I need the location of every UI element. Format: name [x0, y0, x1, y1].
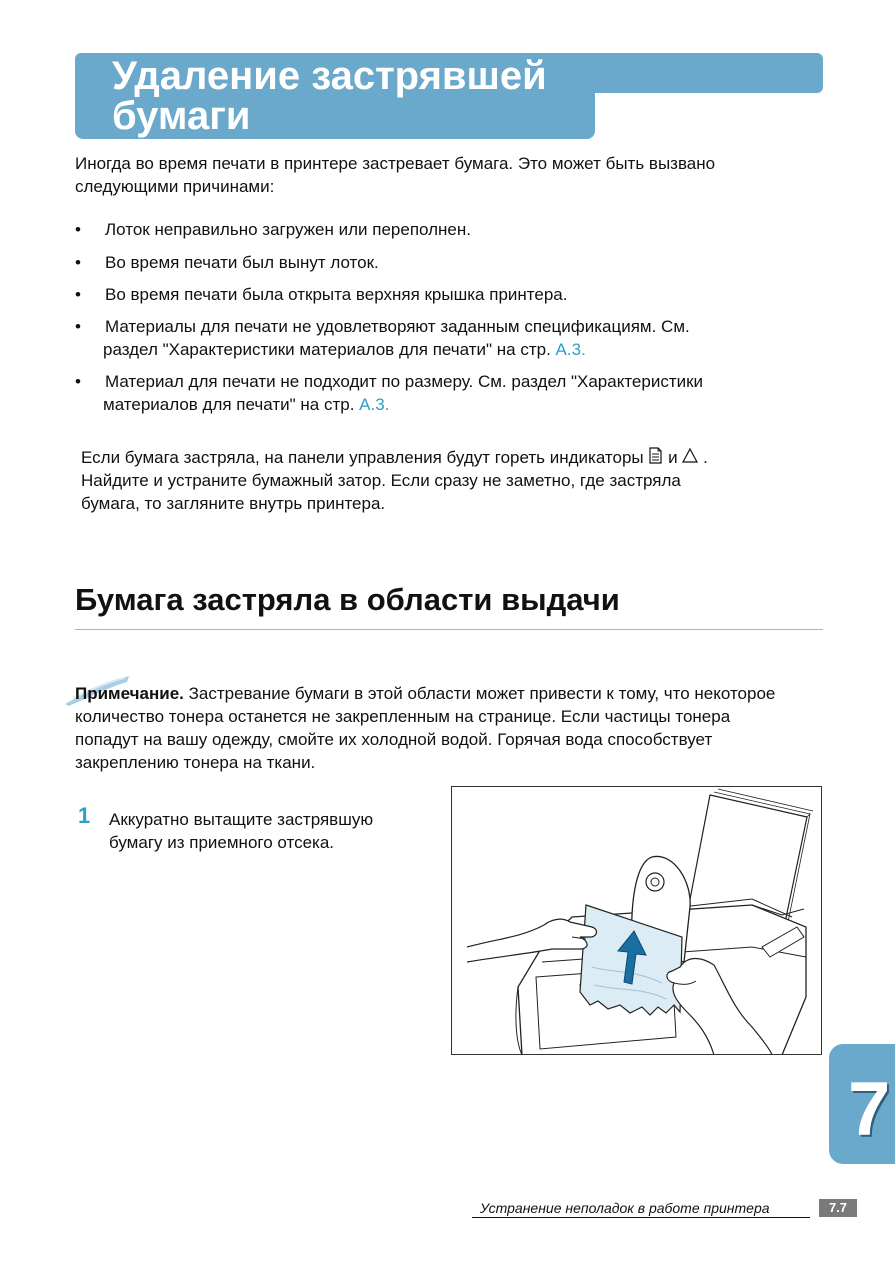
indicator-period: . [703, 448, 708, 467]
indicator-line2: Найдите и устраните бумажный затор. Если сразу не заметно, где застряла [81, 471, 681, 490]
paper-indicator-icon [648, 447, 663, 464]
bullet-dot: • [75, 372, 81, 391]
error-triangle-icon [682, 448, 698, 463]
list-item-text: Во время печати был вынут лоток. [105, 253, 379, 272]
page-link-a3[interactable]: A.3. [359, 395, 390, 414]
list-item-text: Лоток неправильно загружен или переполнен. [105, 220, 471, 239]
list-item-line1: Материалы для печати не удовлетворяют заданным спецификациям. См. [105, 317, 690, 336]
bullet-dot: • [75, 317, 81, 336]
list-item-text: Во время печати была открыта верхняя крышка принтера. [105, 285, 568, 304]
intro-paragraph: Иногда во время печати в принтере застревает бумага. Это может быть вызвано следующими причинами: [75, 154, 716, 196]
indicator-line3: бумага, то загляните внутрь принтера. [81, 494, 386, 513]
list-item-line2: материалов для печати" на стр. [103, 395, 360, 414]
list-item-text [105, 315, 810, 361]
page-title [112, 56, 592, 136]
bullet-dot: • [75, 253, 81, 272]
footer-rule [472, 1217, 810, 1218]
footer-chapter-title: Устранение неполадок в работе принтера [480, 1200, 770, 1216]
step-text: Аккуратно вытащите застрявшую бумагу из приемного отсека. [109, 810, 374, 852]
bullet-dot: • [75, 220, 81, 239]
bullet-dot: • [75, 285, 81, 304]
printer-illustration [451, 786, 822, 1055]
indicator-paragraph [81, 446, 821, 515]
section-heading: Бумага застряла в области выдачи [75, 582, 620, 617]
note-paragraph [75, 682, 795, 774]
note-text: Застревание бумаги в этой области может привести к тому, что некоторое количество тонера останется не закрепленным на странице. Если частицы тонера попадут на вашу одежду, смойте их холодной водой. Горячая вода способствует закреплению тонера на ткани. [75, 684, 776, 772]
page-title-line2: бумаги [112, 94, 251, 138]
list-item-line1: Материал для печати не подходит по размеру. См. раздел "Характеристики [105, 372, 704, 391]
page-link-a3[interactable]: A.3. [555, 340, 586, 359]
section-divider [75, 629, 823, 630]
step-number: 1 [78, 803, 91, 828]
list-item-text [105, 370, 810, 416]
note-label: Примечание. [75, 684, 184, 703]
printer-jam-drawing [452, 787, 821, 1054]
chapter-number: 7 [848, 1067, 891, 1152]
list-item-line2: раздел "Характеристики материалов для печати" на стр. [103, 340, 556, 359]
indicator-and: и [668, 448, 678, 467]
page-title-line1: Удаление застрявшей [112, 54, 547, 98]
page-number: 7.7 [819, 1199, 857, 1217]
indicator-text: Если бумага застряла, на панели управления будут гореть индикаторы [81, 448, 644, 467]
